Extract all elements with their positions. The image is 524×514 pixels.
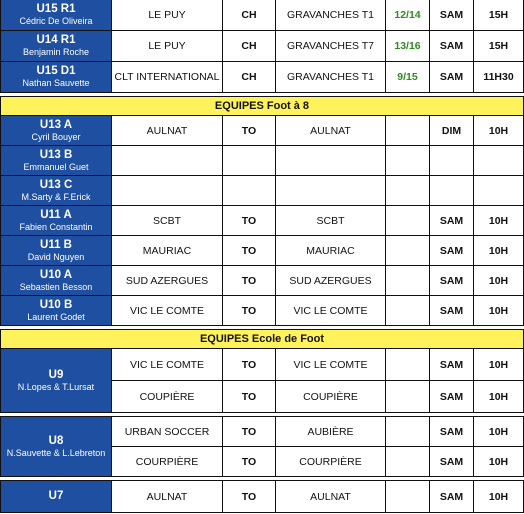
table-row [1,31,524,62]
opponent-cell: SCBT [112,206,223,236]
match-type-cell: CH [223,31,276,62]
hour-cell: 10H [474,296,524,326]
coach-name: Benjamin Roche [22,47,90,57]
time-slot-cell [386,296,430,326]
hour-cell [474,176,524,206]
day-cell: SAM [430,349,474,381]
team-cell [1,0,112,31]
match-type-cell: TO [223,417,276,447]
hour-cell: 10H [474,481,524,513]
table-row [1,176,524,206]
team-name: U13 B [39,148,73,161]
table-row [1,481,524,513]
coach-name: Fabien Constantin [19,221,93,232]
team-name: U8 [48,434,64,447]
coach-name: Nathan Sauvette [22,78,90,88]
team-cell [1,236,112,266]
time-slot-cell [386,176,430,206]
section-header-row [1,97,524,116]
team-cell [1,146,112,176]
day-cell: SAM [430,417,474,447]
day-cell: SAM [430,206,474,236]
coach-name: Sebastien Besson [19,281,93,292]
time-slot-cell [386,381,430,413]
time-slot-cell [386,266,430,296]
coach-name: Cédric De Oliveira [19,16,93,26]
team-name: U9 [48,368,64,381]
match-type-cell: TO [223,206,276,236]
day-cell: SAM [430,31,474,62]
team-name: U13 C [39,178,73,191]
day-cell: SAM [430,266,474,296]
team-name: U13 A [39,118,73,131]
team-cell [1,176,112,206]
team-name: U7 [48,490,64,502]
coach-name: M.Sarty & F.Erick [21,191,91,202]
opponent-cell: VIC LE COMTE [112,349,223,381]
table-row [1,206,524,236]
coach-name: Cyril Bouyer [31,131,81,142]
hour-cell: 15H [474,31,524,62]
opponent-cell: CLT INTERNATIONAL [112,62,223,93]
section-header-row [1,330,524,349]
venue-cell: GRAVANCHES T1 [276,62,386,93]
venue-cell [276,146,386,176]
coach-name: David Nguyen [27,251,85,262]
opponent-cell [112,176,223,206]
hour-cell: 10H [474,349,524,381]
table-row [1,146,524,176]
time-slot-cell: 9/15 [386,62,430,93]
opponent-cell [112,146,223,176]
venue-cell: VIC LE COMTE [276,296,386,326]
table-row [1,349,524,381]
hour-cell: 10H [474,116,524,146]
opponent-cell: URBAN SOCCER [112,417,223,447]
time-slot-cell [386,206,430,236]
day-cell: SAM [430,0,474,31]
coach-name: Laurent Godet [27,311,85,322]
hour-cell: 15H [474,0,524,31]
opponent-cell: VIC LE COMTE [112,296,223,326]
time-slot-cell [386,236,430,266]
opponent-cell: MAURIAC [112,236,223,266]
match-type-cell: TO [223,236,276,266]
team-cell [1,31,112,62]
hour-cell: 10H [474,206,524,236]
team-cell [1,296,112,326]
hour-cell: 10H [474,417,524,447]
match-type-cell: TO [223,349,276,381]
table-row [1,116,524,146]
venue-cell: MAURIAC [276,236,386,266]
hour-cell: 11H30 [474,62,524,93]
match-type-cell: TO [223,266,276,296]
venue-cell [276,176,386,206]
day-cell: SAM [430,62,474,93]
team-name: U15 D1 [36,65,76,77]
hour-cell: 10H [474,381,524,413]
venue-cell: GRAVANCHES T1 [276,0,386,31]
day-cell [430,146,474,176]
match-type-cell: TO [223,481,276,513]
team-name: U11 A [40,208,72,221]
coach-name: N.Lopes & T.Lursat [17,381,95,392]
team-cell [1,417,112,477]
team-cell [1,62,112,93]
team-name: U10 B [39,298,73,311]
day-cell: SAM [430,481,474,513]
match-type-cell: TO [223,116,276,146]
team-name: U15 R1 [36,3,76,15]
time-slot-cell: 13/16 [386,31,430,62]
section-title-foot8: EQUIPES Foot à 8 [1,97,524,116]
hour-cell: 10H [474,447,524,477]
venue-cell: SUD AZERGUES [276,266,386,296]
day-cell: SAM [430,447,474,477]
venue-cell: GRAVANCHES T7 [276,31,386,62]
time-slot-cell [386,116,430,146]
match-type-cell: CH [223,0,276,31]
opponent-cell: COURPIÈRE [112,447,223,477]
match-type-cell [223,146,276,176]
hour-cell: 10H [474,236,524,266]
team-cell [1,266,112,296]
venue-cell: AULNAT [276,116,386,146]
venue-cell: COURPIÈRE [276,447,386,477]
venue-cell: AULNAT [276,481,386,513]
hour-cell: 10H [474,266,524,296]
opponent-cell: COUPIÈRE [112,381,223,413]
opponent-cell: SUD AZERGUES [112,266,223,296]
venue-cell: SCBT [276,206,386,236]
hour-cell [474,146,524,176]
venue-cell: AUBIÈRE [276,417,386,447]
opponent-cell: AULNAT [112,116,223,146]
team-cell [1,349,112,413]
team-name: U14 R1 [36,34,76,46]
opponent-cell: LE PUY [112,0,223,31]
day-cell [430,176,474,206]
table-row [1,417,524,447]
team-cell [1,206,112,236]
day-cell: DIM [430,116,474,146]
coach-name: Emmanuel Guet [23,161,89,172]
match-type-cell: TO [223,381,276,413]
match-type-cell: CH [223,62,276,93]
team-cell [1,481,112,513]
opponent-cell: AULNAT [112,481,223,513]
venue-cell: VIC LE COMTE [276,349,386,381]
section-title-ecole: EQUIPES Ecole de Foot [1,330,524,349]
table-row [1,266,524,296]
time-slot-cell [386,447,430,477]
day-cell: SAM [430,381,474,413]
time-slot-cell [386,146,430,176]
team-cell [1,116,112,146]
table-row [1,0,524,31]
match-type-cell: TO [223,447,276,477]
team-name: U11 B [40,238,72,251]
time-slot-cell: 12/14 [386,0,430,31]
match-type-cell: TO [223,296,276,326]
table-row [1,296,524,326]
table-row [1,236,524,266]
team-name: U10 A [39,268,73,281]
venue-cell: COUPIÈRE [276,381,386,413]
day-cell: SAM [430,236,474,266]
table-row [1,62,524,93]
time-slot-cell [386,481,430,513]
opponent-cell: LE PUY [112,31,223,62]
day-cell: SAM [430,296,474,326]
time-slot-cell [386,417,430,447]
match-type-cell [223,176,276,206]
coach-name: N.Sauvette & L.Lebreton [6,447,106,458]
time-slot-cell [386,349,430,381]
